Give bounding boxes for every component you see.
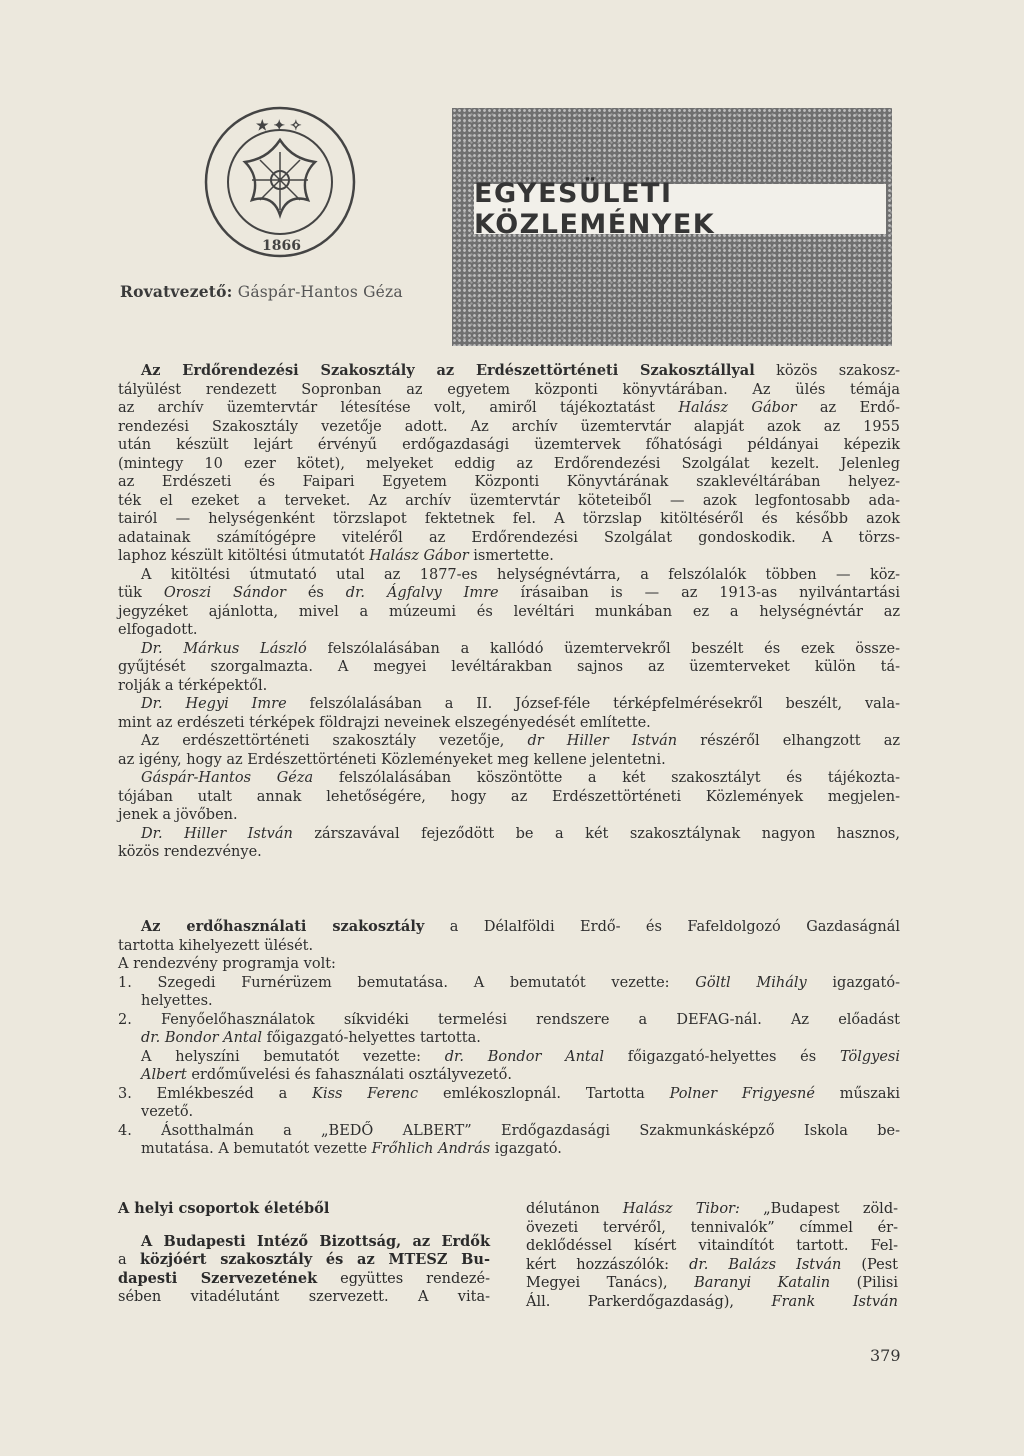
person-name: Gáspár-Hantos Géza: [141, 770, 314, 786]
person-name: Halász Gábor: [678, 400, 797, 416]
article-lead: Az erdőhasználati szakosztály: [141, 918, 425, 935]
person-name: Ágfalvy Imre: [386, 585, 499, 601]
page-number: 379: [870, 1346, 901, 1365]
program-item-3: 3. Emlékbeszéd a Kiss Ferenc emlékoszlopnál. Tartotta Polner Frigyesné műszaki: [118, 1085, 900, 1102]
banner-title: EGYESÜLETI KÖZLEMÉNYEK: [474, 184, 886, 234]
svg-text:1866: 1866: [262, 238, 301, 254]
person-name: Márkus László: [183, 640, 307, 657]
program-item-2: 2. Fenyőelőhasználatok síkvidéki termelési rendszere a DEFAG-nál. Az előadást: [118, 1011, 900, 1028]
society-seal-logo: [190, 100, 370, 270]
section-editor-line: [120, 282, 403, 301]
editor-name: Gáspár-Hantos Géza: [237, 283, 403, 301]
person-name: dr Hiller István: [527, 733, 678, 749]
person-name: Oroszi Sándor: [163, 585, 286, 601]
local-groups-right-column: délutánon Halász Tibor: „Budapest zöld- övezeti tervéről, tennivalók” címmel ér- deklődéssel kísért vitaindítót tartott. Fel- kért hozzászólók: dr. Balázs István (Pest Megyei Tanács), Baranyi Katalin (Pilisi Áll. Parkerdőgazdaság), Frank István: [526, 1201, 899, 1310]
article-erdohasznalati: Az erdőhasználati szakosztály a Délalföldi Erdő- és Fafeldolgozó Gazdaságnál tartotta kihelyezett ülését. A rendezvény programja volt: 1. Szegedi Furnérüzem bemutatása. A bemutatót vezette: Göltl Mihály igazgató- helyettes. 2. Fenyőelőhasználatok síkvidéki termelési rendszere a DEFAG-nál. Az előadást dr. Bondor Antal főigazgató-helyettes tartotta. A helyszíni bemutatót vezette: dr. Bondor Antal főigazgató-helyettes és Tölgyesi Albert erdőművelési és fahasználati osztályvezető. 3. Emlékbeszéd a Kiss Ferenc emlékoszlopnál. Tartotta Polner Frigyesné műszaki vezető. 4. Ásotthalmán a „BEDŐ ALBERT” Erdőgazdasági Szakmunkásképző Iskola be- mutatása. A bemutatót vezette Frőhlich András igazgató.: [118, 918, 900, 1157]
person-name: Halász Gábor: [369, 548, 469, 564]
svg-text:★ ✦ ✧: ★ ✦ ✧: [256, 118, 302, 134]
local-groups-left-column: A helyi csoportok életéből A Budapesti Intéző Bizottság, az Erdők a közjóért szakosztály és az MTESZ Bu- dapesti Szervezetének együttes rendezé- sében vitadélutánt szervezett. A vita-: [118, 1200, 491, 1305]
article-lead: Az Erdőrendezési Szakosztály az Erdészettörténeti Szakosztállyal: [141, 362, 755, 379]
section-banner: [452, 108, 892, 346]
section-heading: A helyi csoportok életéből: [118, 1200, 330, 1217]
person-name: Hiller István: [184, 825, 293, 842]
person-name: Hegyi Imre: [185, 696, 287, 712]
program-item-1: 1. Szegedi Furnérüzem bemutatása. A bemutatót vezette: Göltl Mihály igazgató-: [118, 974, 900, 991]
article-erdorendezesi: Az Erdőrendezési Szakosztály az Erdészettörténeti Szakosztállyal közös szakosz- tályülést rendezett Sopronban az egyetem központi könyvtárában. Az ülés témája az archív üzemtervtár létesítése volt, amiről tájékoztatást Halász Gábor az Erdő- rendezési Szakosztály vezetője adott. Az archív üzemtervtár alapját azok az 1955 után készült lejárt érvényű erdőgazdasági üzemtervek főhatósági példányai képezik (mintegy 10 ezer kötet), melyeket eddig az Erdőrendezési Szolgálat kezelt. Jelenleg az Erdészeti és Faipari Egyetem Központi Könyvtárának szaklevéltárában helyez- ték el ezeket a terveket. Az archív üzemtervtár köteteiből — azok legfontosabb ada- tairól — helységenként törzslapot fektetnek fel. A törzslap kitöltéséről és később azok adatainak számítógépre viteléről az Erdőrendezési Szolgálat gondoskodik. A törzs- laphoz készült kitöltési útmutatót Halász Gábor ismertette. A kitöltési útmutató utal az 1877-es helységnévtárra, a felszólalók többen — köz- tük Oroszi Sándor és dr. Ágfalvy Imre írásaiban is — az 1913-as nyilvántartási jegyzéket ajánlotta, mivel a múzeumi és levéltári munkában ez a helységnévtár az elfogadott. Dr. Márkus László felszólalásában a kallódó üzemtervekről beszélt és ezek össze- gyűjtését szorgalmazta. A megyei levéltárakban sajnos az üzemterveket külön tá- rolják a térképektől. Dr. Hegyi Imre felszólalásában a II. József-féle térképfelmérésekről beszélt, vala- mint az erdészeti térképek földrajzi neveinek elszegényedését említette. Az erdészettörténeti szakosztály vezetője, dr Hiller István részéről elhangzott az az igény, hogy az Erdészettörténeti Közleményeket meg kellene jelentetni. Gáspár-Hantos Géza felszólalásában köszöntötte a két szakosztályt és tájékozta- tójában utalt annak lehetőségére, hogy az Erdészettörténeti Közlemények megjelen- jenek a jövőben. Dr. Hiller István zárszavával fejeződött be a két szakosztálynak nagyon hasznos, közös rendezvénye.: [118, 362, 901, 860]
editor-label: Rovatvezető:: [120, 282, 233, 301]
program-item-4: 4. Ásotthalmán a „BEDŐ ALBERT” Erdőgazdasági Szakmunkásképző Iskola be-: [118, 1122, 900, 1139]
